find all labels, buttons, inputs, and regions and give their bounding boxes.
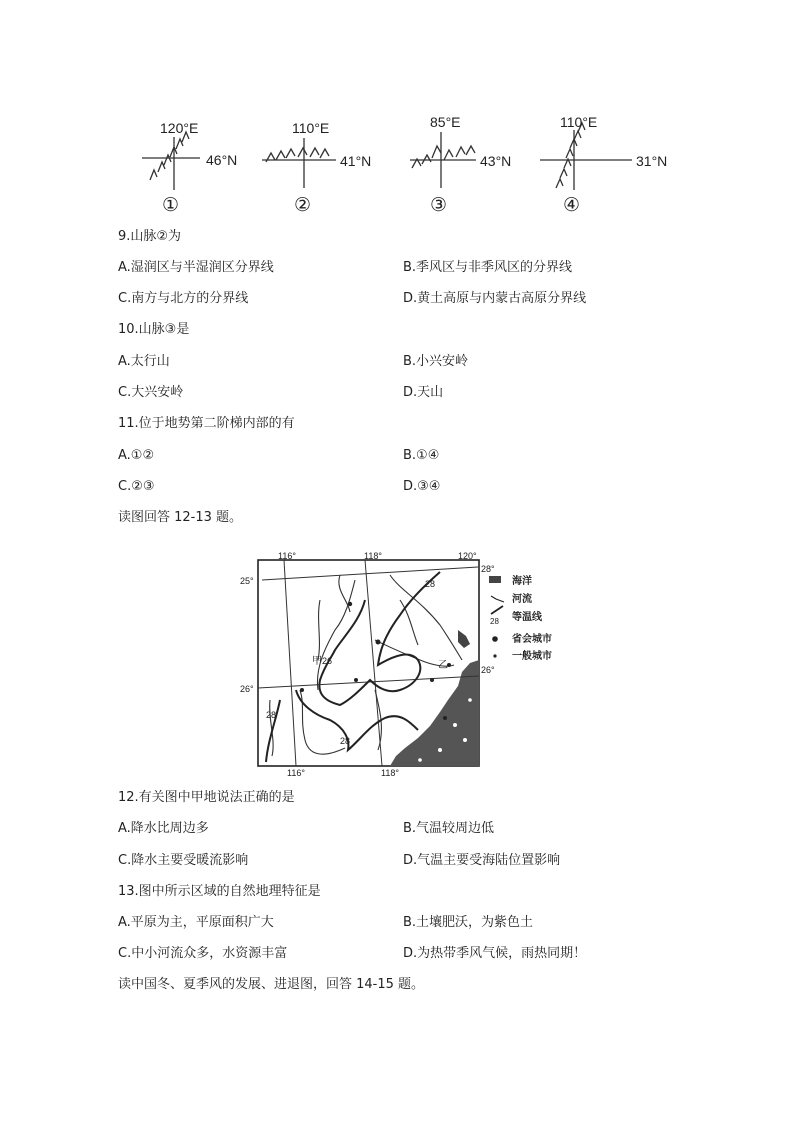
q10-option-c: C.大兴安岭: [118, 385, 184, 400]
lon-118-top: 118°: [364, 551, 382, 561]
q10-stem: 10.山脉③是: [118, 322, 190, 337]
q9-stem: 9.山脉②为: [118, 229, 182, 244]
isotherm-map: [0, 540, 794, 780]
q13-stem: 13.图中所示区域的自然地理特征是: [118, 884, 321, 899]
q10-option-b: B.小兴安岭: [403, 354, 469, 369]
q10-option-a: A.太行山: [118, 354, 170, 369]
lon-120-top: 120°: [458, 551, 477, 561]
q9-option-b: B.季风区与非季风区的分界线: [403, 260, 573, 275]
q9-option-a: A.湿润区与半湿润区分界线: [118, 260, 274, 275]
intro-14-15: 读中国冬、夏季风的发展、进退图，回答 14-15 题。: [118, 977, 425, 992]
lat-26-right: 26°: [481, 665, 495, 675]
iso-label-3: 28: [266, 710, 277, 720]
legend-city: 一般城市: [512, 651, 552, 662]
mtn4-num: ④: [563, 195, 581, 216]
q11-option-d: D.③④: [403, 479, 441, 494]
lon-116-top: 116°: [278, 551, 296, 561]
q12-stem: 12.有关图中甲地说法正确的是: [118, 790, 295, 805]
legend-isotherm: 等温线: [512, 612, 542, 623]
q12-option-c: C.降水主要受暖流影响: [118, 853, 249, 868]
lat-25-left: 25°: [240, 576, 254, 586]
lon-116-bottom: 116°: [287, 768, 305, 778]
q13-option-b: B.土壤肥沃，为紫色土: [403, 915, 534, 930]
map-legend: [489, 574, 552, 662]
iso-label-1: 28: [425, 579, 436, 589]
legend-river: 河流: [512, 594, 532, 605]
q12-option-a: A.降水比周边多: [118, 821, 209, 836]
q12-option-b: B.气温较周边低: [403, 821, 495, 836]
mtn2-lat: 41°N: [340, 153, 372, 169]
q13-option-a: A.平原为主，平原面积广大: [118, 915, 274, 930]
mtn3-lat: 43°N: [480, 153, 512, 169]
lat-26-left: 26°: [240, 684, 254, 694]
q10-option-d: D.天山: [403, 385, 444, 400]
mtn2-lon: 110°E: [292, 120, 330, 136]
q9-option-d: D.黄土高原与内蒙古高原分界线: [403, 291, 587, 306]
intro-12-13: 读图回答 12-13 题。: [118, 510, 243, 525]
legend-iso-num: 28: [490, 617, 499, 626]
mtn1-num: ①: [162, 195, 180, 216]
lon-118-bottom: 118°: [381, 768, 399, 778]
q13-option-d: D.为热带季风气候，雨热同期！: [403, 946, 587, 961]
iso-label-2: 26: [322, 656, 333, 666]
q11-option-c: C.②③: [118, 479, 155, 494]
place-yi: 乙: [438, 660, 448, 671]
legend-capital: 省会城市: [512, 634, 552, 645]
q12-option-d: D.气温主要受海陆位置影响: [403, 853, 561, 868]
mtn4-lat: 31°N: [636, 153, 668, 169]
q13-option-c: C.中小河流众多，水资源丰富: [118, 946, 288, 961]
mtn3-num: ③: [430, 195, 448, 216]
lat-28-right: 28°: [481, 564, 495, 574]
iso-label-4: 28: [340, 736, 351, 746]
q11-stem: 11.位于地势第二阶梯内部的有: [118, 416, 295, 431]
q9-option-c: C.南方与北方的分界线: [118, 291, 249, 306]
mtn1-lon: 120°E: [160, 120, 199, 136]
q11-option-a: A.①②: [118, 448, 155, 463]
mtn3-lon: 85°E: [430, 114, 461, 130]
q11-option-b: B.①④: [403, 448, 440, 463]
place-jia: 甲: [312, 656, 322, 667]
mountain-range-figure: [0, 0, 794, 220]
sea-area: [390, 660, 479, 766]
mtn4-lon: 110°E: [560, 114, 598, 130]
mtn2-num: ②: [294, 195, 312, 216]
legend-sea: 海洋: [512, 576, 532, 587]
mtn1-lat: 46°N: [206, 152, 238, 168]
